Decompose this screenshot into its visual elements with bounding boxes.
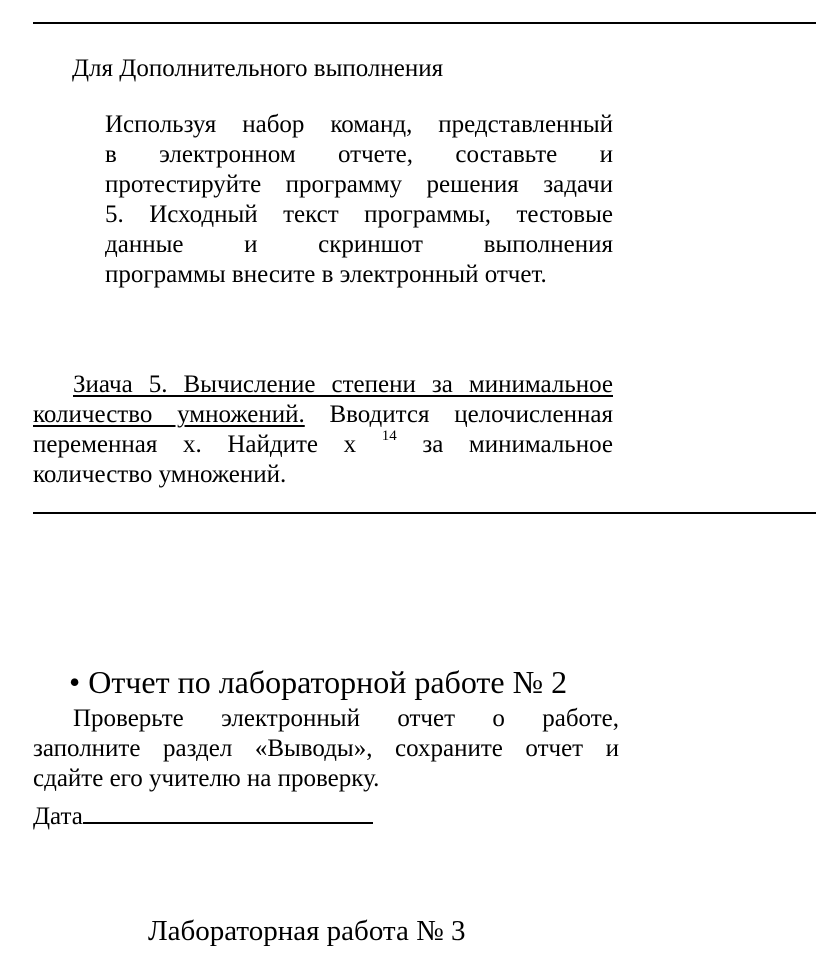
next-lab-title: Лабораторная работа № 3 [148,915,466,947]
section-heading: Для Дополнительного выполнения [72,55,444,82]
date-blank-line [83,800,373,824]
problem-text: за минимальное [396,431,613,458]
problem-text: переменная х. Найдите х [33,431,382,458]
date-field [33,800,373,832]
middle-divider [33,512,816,514]
report-title [69,663,567,701]
task-line: протестируйте программу решения задачи [105,171,613,198]
problem-title-part2: количество умножений. [33,401,305,428]
problem-line [33,430,613,460]
report-line: заполните раздел «Выводы», сохраните отчет и [33,735,619,762]
problem-paragraph [33,370,613,490]
report-line: Проверьте электронный отчет о работе, [73,705,619,732]
exponent: 14 [381,428,397,444]
problem-line [33,370,613,400]
problem-text: Вводится целочисленная [304,401,613,428]
task-paragraph [105,110,613,290]
report-line: сдайте его учителю на проверку. [33,765,380,792]
task-line: программы внесите в электронный отчет. [105,261,547,288]
task-line: Используя набор команд, представленный [105,111,613,138]
problem-line [33,400,613,430]
report-title-text: Отчет по лабораторной работе № 2 [88,664,568,700]
report-paragraph [33,704,619,794]
problem-title-part1: Зиача 5. Вычисление степени за минимальное [73,371,613,398]
top-divider [33,22,816,24]
task-line: в электронном отчете, составьте и [105,141,613,168]
bullet-icon: • [69,664,81,700]
problem-line: количество умножений. [33,461,287,488]
task-line: данные и скриншот выполнения [105,231,613,258]
task-line: 5. Исходный текст программы, тестовые [105,201,613,228]
date-label: Дата [33,803,83,830]
